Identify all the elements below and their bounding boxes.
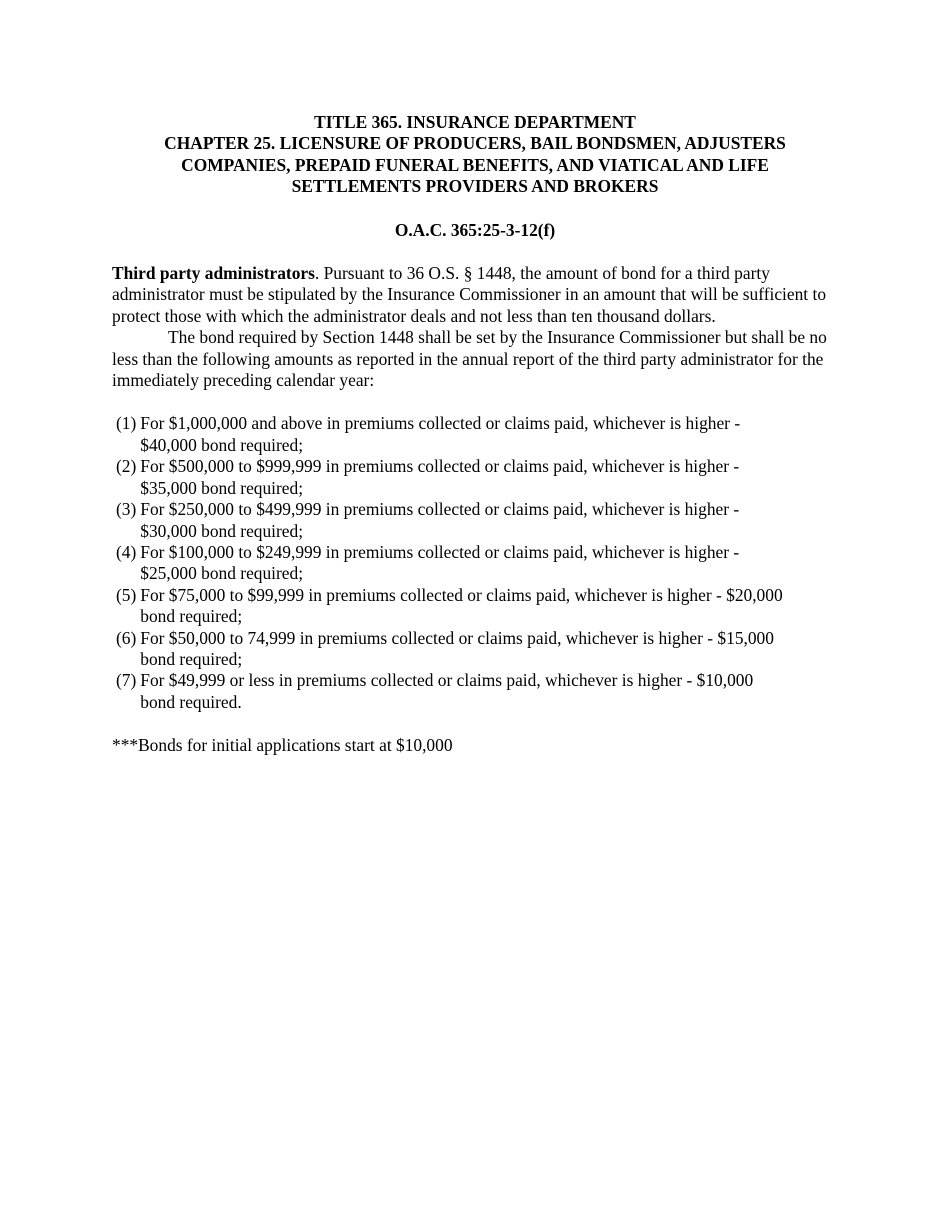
requirements-paragraph: The bond required by Section 1448 shall be set by the Insurance Commissioner but shall be no less than the following amounts as reported in the annual report of the third party administrator for the immediately preceding calendar year:	[112, 327, 827, 391]
item-continuation: bond required.	[140, 691, 242, 712]
item-continuation: bond required;	[140, 648, 243, 669]
title-line: TITLE 365. INSURANCE DEPARTMENT	[314, 112, 636, 132]
item-number: (6)	[116, 627, 137, 648]
item-line: For $500,000 to $999,999 in premiums collected or claims paid, whichever is higher -	[140, 456, 740, 477]
item-continuation: bond required;	[140, 606, 243, 627]
list-item	[112, 585, 838, 628]
item-number: (4)	[116, 541, 137, 562]
item-line: For $50,000 to 74,999 in premiums collected or claims paid, whichever is higher - $15,000	[140, 627, 774, 648]
item-number: (7)	[116, 670, 137, 691]
item-number: (2)	[116, 456, 137, 477]
chapter-line: CHAPTER 25. LICENSURE OF PRODUCERS, BAIL BONDSMEN, ADJUSTERS	[164, 133, 786, 154]
list-item	[112, 499, 838, 542]
item-line: For $49,999 or less in premiums collected or claims paid, whichever is higher - $10,000	[140, 670, 754, 691]
item-continuation: $25,000 bond required;	[140, 563, 304, 584]
citation: O.A.C. 365:25-3-12(f)	[394, 219, 556, 240]
item-line: For $1,000,000 and above in premiums collected or claims paid, whichever is higher -	[140, 413, 741, 434]
intro-paragraph	[112, 263, 838, 327]
list-item	[112, 413, 838, 456]
item-line: For $250,000 to $499,999 in premiums collected or claims paid, whichever is higher -	[140, 499, 740, 520]
document-header	[112, 112, 838, 198]
item-text	[136, 670, 838, 713]
item-continuation: $35,000 bond required;	[140, 477, 304, 498]
list-item	[112, 670, 838, 713]
item-line: For $100,000 to $249,999 in premiums collected or claims paid, whichever is higher -	[140, 541, 740, 562]
list-item	[112, 628, 838, 671]
bond-list	[112, 413, 838, 713]
item-text	[136, 585, 838, 628]
intro-text: . Pursuant to 36 O.S. § 1448, the amount of bond for a third party administrator must be stipulated by the Insurance Commissioner in an amount that will be sufficient to protect those with which the administrator deals and not less than ten thousand dollars.	[112, 263, 827, 326]
chapter-line-3: SETTLEMENTS PROVIDERS AND BROKERS	[291, 176, 659, 197]
item-text	[136, 628, 838, 671]
item-number: (5)	[116, 584, 137, 605]
intro-lead: Third party administrators	[112, 263, 315, 284]
item-text	[136, 499, 838, 542]
list-item	[112, 456, 838, 499]
item-text	[136, 456, 838, 499]
initial-bond-note: ***Bonds for initial applications start at $10,000	[112, 735, 453, 756]
item-number: (3)	[116, 499, 137, 520]
item-number: (1)	[116, 413, 137, 434]
list-item	[112, 542, 838, 585]
item-text	[136, 413, 838, 456]
document-page	[112, 112, 838, 757]
item-text	[136, 542, 838, 585]
item-line: For $75,000 to $99,999 in premiums collected or claims paid, whichever is higher - $20,000	[140, 584, 783, 605]
chapter-line-2: COMPANIES, PREPAID FUNERAL BENEFITS, AND VIATICAL AND LIFE	[181, 154, 769, 175]
item-continuation: $30,000 bond required;	[140, 520, 304, 541]
item-continuation: $40,000 bond required;	[140, 434, 304, 455]
